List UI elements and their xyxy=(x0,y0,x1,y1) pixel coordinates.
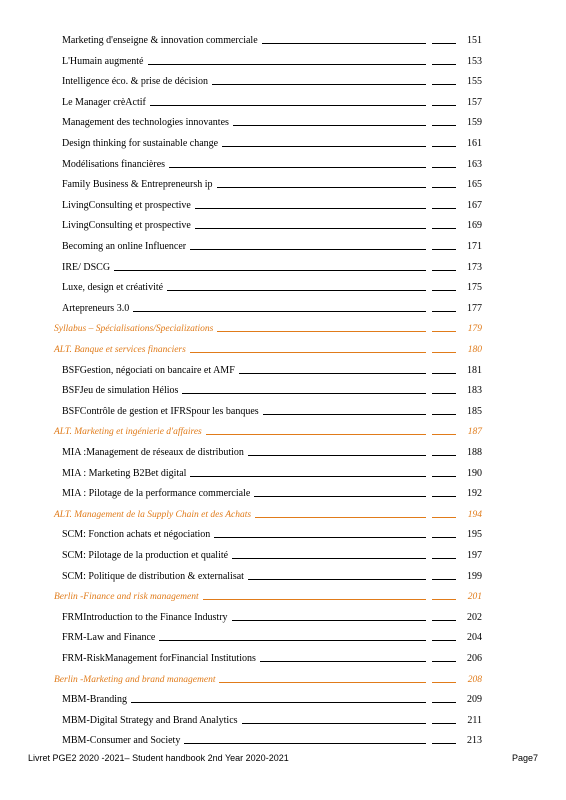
toc-leader-tail xyxy=(432,537,456,538)
toc-page-number: 171 xyxy=(467,241,482,252)
toc-leader-line xyxy=(159,640,426,641)
toc-leader-tail xyxy=(432,43,456,44)
toc-page-number: 204 xyxy=(467,632,482,644)
toc-entry-title: IRE/ DSCG xyxy=(62,261,111,273)
toc-entry[interactable] xyxy=(62,196,482,212)
toc-entry-title: Family Business & Entrepreneursh ip xyxy=(62,179,213,191)
toc-page-number: 199 xyxy=(467,570,482,582)
toc-leader-tail xyxy=(432,434,456,435)
toc-page-number: 202 xyxy=(467,611,482,623)
toc-page-number: 181 xyxy=(467,364,482,376)
toc-page-number: 201 xyxy=(467,592,482,603)
toc-entry[interactable] xyxy=(62,567,482,583)
toc-leader-tail xyxy=(432,64,456,65)
toc-section-heading[interactable] xyxy=(54,340,482,356)
toc-entry-title: SCM: Politique de distribution & externalisat xyxy=(62,570,244,582)
toc-leader-line xyxy=(167,290,426,291)
toc-leader-line xyxy=(169,167,426,168)
toc-leader-line xyxy=(195,228,426,229)
toc-leader-line xyxy=(262,43,426,44)
toc-leader-tail xyxy=(432,414,456,415)
toc-leader-tail xyxy=(432,579,456,580)
toc-leader-line xyxy=(182,393,426,394)
toc-entry[interactable] xyxy=(62,134,482,150)
toc-entry-title: L'Humain augmenté xyxy=(62,55,144,67)
toc-entry-title: FRMIntroduction to the Finance Industry xyxy=(62,611,228,623)
toc-leader-line xyxy=(222,146,426,147)
toc-leader-tail xyxy=(432,84,456,85)
toc-leader-tail xyxy=(432,105,456,106)
toc-page-number: 209 xyxy=(467,694,482,706)
toc-leader-tail xyxy=(432,167,456,168)
toc-page-number: 155 xyxy=(467,76,482,88)
toc-leader-line xyxy=(217,331,426,332)
toc-leader-line xyxy=(190,476,426,477)
toc-leader-tail xyxy=(432,517,456,518)
toc-entry[interactable] xyxy=(62,402,482,418)
toc-entry-title: ALT. Marketing et ingénierie d'affaires xyxy=(54,427,202,438)
toc-page-number: 159 xyxy=(467,117,482,129)
toc-entry-title: Artepreneurs 3.0 xyxy=(62,302,130,314)
toc-entry-title: SCM: Pilotage de la production et qualité xyxy=(62,550,229,561)
toc-entry-title: BSFGestion, négociati on bancaire et AMF xyxy=(62,364,235,376)
toc-entry[interactable] xyxy=(62,381,482,397)
toc-leader-tail xyxy=(432,743,456,744)
toc-entry-title: Berlin -Marketing and brand management xyxy=(54,674,216,685)
toc-leader-tail xyxy=(432,620,456,621)
toc-entry[interactable] xyxy=(62,546,482,562)
toc-entry-title: MIA :Management de réseaux de distribution xyxy=(62,447,244,458)
toc-leader-tail xyxy=(432,373,456,374)
toc-leader-line xyxy=(114,270,426,271)
toc-leader-line xyxy=(232,620,426,621)
toc-leader-tail xyxy=(432,125,456,126)
toc-entry[interactable] xyxy=(62,237,482,253)
toc-page-number: 180 xyxy=(467,345,482,355)
toc-section-heading[interactable] xyxy=(54,587,482,603)
toc-page-number: 151 xyxy=(467,35,482,46)
toc-section-heading[interactable] xyxy=(54,319,482,335)
toc-leader-tail xyxy=(432,476,456,477)
toc-entry[interactable] xyxy=(62,93,482,109)
toc-page-number: 167 xyxy=(467,199,482,211)
toc-leader-line xyxy=(212,84,426,85)
toc-entry-title: MIA : Pilotage de la performance commerciale xyxy=(62,488,251,500)
toc-page-number: 165 xyxy=(467,179,482,191)
toc-entry-title: FRM-Law and Finance xyxy=(62,632,156,644)
toc-entry-title: Becoming an online Influencer xyxy=(62,241,187,252)
toc-entry[interactable] xyxy=(62,464,482,480)
toc-leader-tail xyxy=(432,496,456,497)
toc-leader-tail xyxy=(432,331,456,332)
toc-leader-tail xyxy=(432,208,456,209)
toc-page-number: 192 xyxy=(467,488,482,500)
toc-leader-line xyxy=(260,661,426,662)
toc-leader-line xyxy=(190,352,426,353)
toc-entry-title: MBM-Consumer and Society xyxy=(62,735,181,747)
toc-page-number: 208 xyxy=(467,674,482,685)
toc-page-number: 194 xyxy=(467,509,482,520)
toc-page-number: 195 xyxy=(467,529,482,541)
toc-leader-tail xyxy=(432,187,456,188)
toc-page-number: 177 xyxy=(467,302,482,314)
toc-entry[interactable] xyxy=(62,52,482,68)
toc-entry[interactable] xyxy=(62,443,482,459)
toc-leader-tail xyxy=(432,270,456,271)
toc-section-heading[interactable] xyxy=(54,670,482,686)
footer-page-number: Page7 xyxy=(511,753,538,763)
toc-entry[interactable] xyxy=(62,113,482,129)
toc-leader-tail xyxy=(432,455,456,456)
toc-entry[interactable] xyxy=(62,175,482,191)
toc-entry[interactable] xyxy=(62,525,482,541)
toc-page-number: 175 xyxy=(467,282,482,294)
toc-entry[interactable] xyxy=(62,361,482,377)
toc-entry[interactable] xyxy=(62,31,482,47)
toc-entry-title: MIA : Marketing B2Bet digital xyxy=(62,467,187,479)
toc-entry-title: Berlin -Finance and risk management xyxy=(54,592,199,603)
page-footer xyxy=(28,753,538,763)
toc-leader-line xyxy=(131,702,426,703)
toc-entry[interactable] xyxy=(62,731,482,747)
toc-leader-tail xyxy=(432,249,456,250)
toc-leader-line xyxy=(206,434,426,435)
toc-entry-title: BSFJeu de simulation Hélios xyxy=(62,385,179,397)
toc-page-number: 211 xyxy=(467,714,482,726)
toc-page-number: 173 xyxy=(467,261,482,273)
toc-entry-title: Management des technologies innovantes xyxy=(62,117,229,129)
toc-leader-line xyxy=(233,125,426,126)
toc-page-number: 213 xyxy=(467,735,482,747)
toc-leader-line xyxy=(254,496,426,497)
toc-leader-line xyxy=(190,249,426,250)
toc-entry-title: Modélisations financières xyxy=(62,158,166,170)
toc-entry-title: Intelligence éco. & prise de décision xyxy=(62,76,209,88)
toc-entry[interactable] xyxy=(62,711,482,727)
toc-leader-line xyxy=(203,599,426,600)
toc-page-number: 153 xyxy=(467,55,482,67)
toc-page-number: 161 xyxy=(467,138,482,149)
toc-leader-tail xyxy=(432,393,456,394)
toc-leader-tail xyxy=(432,702,456,703)
toc-leader-line xyxy=(248,455,426,456)
toc-entry[interactable] xyxy=(62,72,482,88)
toc-leader-line xyxy=(239,373,426,374)
toc-page-number: 190 xyxy=(467,467,482,479)
toc-leader-line xyxy=(242,723,426,724)
toc-leader-tail xyxy=(432,311,456,312)
toc-page-number: 185 xyxy=(467,405,482,417)
toc-entry-title: ALT. Banque et services financiers xyxy=(54,345,186,355)
toc-page-number: 169 xyxy=(467,220,482,232)
toc-leader-tail xyxy=(432,558,456,559)
toc-leader-line xyxy=(184,743,426,744)
toc-entry-title: LivingConsulting et prospective xyxy=(62,199,191,211)
toc-leader-line xyxy=(133,311,426,312)
toc-entry[interactable] xyxy=(62,299,482,315)
toc-page-number: 179 xyxy=(467,324,482,335)
toc-section-heading[interactable] xyxy=(54,505,482,521)
toc-leader-line xyxy=(195,208,426,209)
toc-page-number: 183 xyxy=(467,385,482,397)
toc-entry-title: MBM-Digital Strategy and Brand Analytics xyxy=(62,714,238,726)
toc-entry-title: FRM-RiskManagement forFinancial Institutions xyxy=(62,653,256,664)
toc-entry[interactable] xyxy=(62,484,482,500)
toc-page-number: 197 xyxy=(467,550,482,561)
toc-entry[interactable] xyxy=(62,216,482,232)
toc-leader-tail xyxy=(432,352,456,353)
toc-leader-tail xyxy=(432,599,456,600)
toc-leader-tail xyxy=(432,661,456,662)
toc-entry[interactable] xyxy=(62,649,482,665)
toc-entry-title: Le Manager crèActif xyxy=(62,96,146,108)
toc-leader-line xyxy=(232,558,426,559)
toc-page-number: 157 xyxy=(467,96,482,108)
toc-leader-tail xyxy=(432,640,456,641)
toc-entry-title: ALT. Management de la Supply Chain et des Achats xyxy=(54,509,252,520)
toc-entry-title: SCM: Fonction achats et négociation xyxy=(62,529,211,541)
toc-entry[interactable] xyxy=(62,155,482,171)
toc-leader-line xyxy=(148,64,427,65)
toc-entry[interactable] xyxy=(62,628,482,644)
toc-entry[interactable] xyxy=(62,608,482,624)
toc-entry-title: Marketing d'enseigne & innovation commerciale xyxy=(62,35,258,46)
toc-leader-line xyxy=(217,187,426,188)
toc-entry-title: BSFContrôle de gestion et IFRSpour les banques xyxy=(62,405,259,417)
toc-entry[interactable] xyxy=(62,690,482,706)
toc-page-number: 163 xyxy=(467,158,482,170)
toc-section-heading[interactable] xyxy=(54,422,482,438)
toc-page-number: 206 xyxy=(467,653,482,664)
toc-leader-line xyxy=(255,517,426,518)
toc-entry[interactable] xyxy=(62,258,482,274)
toc-leader-tail xyxy=(432,682,456,683)
toc-entry-title: Syllabus – Spécialisations/Specializations xyxy=(54,324,214,335)
toc-leader-line xyxy=(248,579,426,580)
toc-leader-tail xyxy=(432,146,456,147)
toc-page-number: 187 xyxy=(467,427,482,438)
toc-leader-line xyxy=(214,537,426,538)
toc-leader-line xyxy=(150,105,426,106)
toc-entry-title: Design thinking for sustainable change xyxy=(62,138,219,149)
toc-entry-title: LivingConsulting et prospective xyxy=(62,220,191,232)
toc-leader-tail xyxy=(432,228,456,229)
toc-entry[interactable] xyxy=(62,278,482,294)
toc-leader-line xyxy=(263,414,426,415)
toc-entry-title: MBM-Branding xyxy=(62,694,127,706)
toc-leader-line xyxy=(219,682,426,683)
footer-handbook-title: Livret PGE2 2020 -2021– Student handbook 2nd Year 2020-2021 xyxy=(28,753,289,763)
toc-leader-tail xyxy=(432,723,456,724)
toc-page-number: 188 xyxy=(467,447,482,458)
toc-leader-tail xyxy=(432,290,456,291)
toc-entry-title: Luxe, design et créativité xyxy=(62,282,164,294)
